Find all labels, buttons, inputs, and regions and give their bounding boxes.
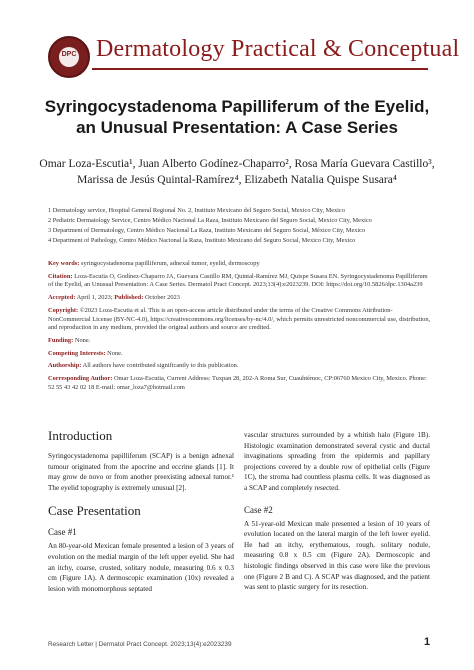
copyright-value: ©2023 Loza-Escutia et al. This is an open-access article distributed under the terms of the Creative Commons Attribution-NonCommercial License (BY-NC-4.0), https://creativecommons.org/licenses/by-nc/4.0/, which permits unrestricted noncommercial use, distribution, and reproduction in any medium, provided the original authors and source are credited.	[48, 306, 431, 332]
affiliation-2: 2 Pediatric Dermatology Service, Centro Médico Nacional La Raza, Instituto Mexicano del Seguro Social, Mexico City, Mexico	[48, 217, 372, 224]
keywords	[48, 260, 432, 269]
authorship-value: All authors have contributed significantly to this publication.	[81, 362, 239, 370]
funding	[48, 337, 432, 346]
journal-title: Dermatology Practical & Conceptual	[96, 36, 460, 62]
introduction-text: Syringocystadenoma papilliferum (SCAP) is a benign adnexal tumour originated from the apocrine and eccrine glands [1]. It may grow de novo or from another preexisting adnexal tumor.¹ The eyelid topography is extremely unusual [2].	[48, 452, 234, 492]
left-column	[48, 428, 234, 604]
citation-value: Loza-Escutia O, Godínez-Chaparro JA, Guevara Castillo RM, Quintal-Ramírez MJ, Quispe Susara EN. Syringocystadenoma Papilliferum of the Eyelid, an Unusual Presentation: A Case Series. Dermatol Pract Concept. 2023;13(4):e2023239. DOI: https://doi.org/10.5826/dpc.1304a239	[48, 272, 428, 289]
authors-line-2: Marissa de Jesús Quintal-Ramírez⁴, Elizabeth Natalia Quispe Susara⁴	[77, 174, 397, 186]
affiliation-1: 1 Dermatology service, Hospital General Regional No. 2, Instituto Mexicano del Seguro Social, Mexico City, Mexico	[48, 207, 345, 214]
funding-value: None.	[73, 336, 91, 344]
journal-logo	[48, 36, 90, 78]
authors-line-1: Omar Loza-Escutia¹, Juan Alberto Godínez-Chaparro², Rosa María Guevara Castillo³,	[39, 158, 435, 170]
published-label: Published:	[114, 294, 144, 302]
authorship	[48, 362, 432, 371]
logo-text: DPC	[61, 51, 77, 58]
introduction-heading: Introduction	[48, 428, 113, 443]
accepted-label: Accepted:	[48, 294, 76, 302]
funding-label: Funding:	[48, 336, 74, 344]
title-line-2: an Unusual Presentation: A Case Series	[76, 118, 398, 137]
journal-header	[0, 0, 474, 80]
corresponding-author	[48, 375, 432, 392]
published-value: October 2023	[143, 294, 180, 302]
corresponding-label: Corresponding Author:	[48, 375, 113, 383]
title-line-1: Syringocystadenoma Papilliferum of the Eyelid,	[44, 97, 430, 116]
dates	[48, 294, 432, 303]
authorship-label: Authorship:	[48, 362, 82, 370]
citation-label: Citation:	[48, 272, 73, 280]
competing-value: None.	[105, 349, 123, 357]
author-list	[28, 156, 446, 188]
competing-label: Competing Interests:	[48, 349, 106, 357]
competing-interests	[48, 350, 432, 359]
page-number: 1	[424, 636, 431, 648]
accepted-value: April 1, 2023;	[75, 294, 115, 302]
citation	[48, 273, 432, 290]
affiliation-3: 3 Department of Dermatology, Centro Médico Nacional La Raza, Instituto Mexicano del Seguro Social, México City, Mexico	[48, 227, 366, 234]
corresponding-value: Omar Loza-Escutia, Current Address: Tuxpan 28, 202-A Roma Sur, Cuauhtémoc, CP:06760 Mexico City, Mexico. Phone: 52 55 43 42 02 18 E-mail: omar_loza7@hotmail.com	[48, 375, 427, 391]
case-1-heading: Case #1	[48, 527, 77, 538]
case-2-text: A 51-year-old Mexican male presented a lesion of 10 years of evolution located on the lateral margin of the left lower eyelid. He had an itchy, erythematous, rough, solitary nodule, measuring 0.8 x 0.5 cm (Figure 2A). Dermoscopic and histologic findings observed in this case were like the previous one (Figure 2 B and C). A SCAP was diagnosed, and the patient was sent to plastic surgery for its resection.	[244, 519, 430, 592]
keywords-value: syringocystadenoma papilliferum, adnexal tumor, eyelid, dermoscopy	[79, 260, 260, 267]
case-1-text: An 80-year-old Mexican female presented a lesion of 3 years of evolution on the medial margin of the left upper eyelid. She had an itchy, coarse, crusted, solitary nodule, measuring 0.6 x 0.3 cm (Figure 1A). A dermoscopic examination (10x) revealed a lesion with monomorphous septated	[48, 542, 234, 593]
article-title	[28, 96, 446, 138]
right-column	[244, 430, 430, 603]
keywords-label: Key words:	[48, 260, 80, 267]
page-footer: Research Letter | Dermatol Pract Concept. 2023;13(4):e2023239	[48, 641, 232, 648]
affiliations	[48, 206, 432, 246]
copyright	[48, 307, 432, 333]
case-1-continued-text: vascular structures surrounded by a whitish halo (Figure 1B). Histologic examination demonstrated several cystic and ductal invaginations spreading from the epidermis and papillary projections covered by a double row of epithelial cells (Figure 1C), the stroma had countless plasma cells. It was diagnosed as a SCAP and completely resected.	[244, 431, 430, 492]
affiliation-4: 4 Department of Pathology, Centro Médico Nacional la Raza, Instituto Mexicano del Seguro Social, Mexico City, Mexico	[48, 237, 356, 244]
article-metadata	[48, 260, 432, 396]
copyright-label: Copyright:	[48, 306, 79, 314]
case-2-heading: Case #2	[244, 504, 273, 515]
header-divider	[92, 68, 428, 70]
case-presentation-heading: Case Presentation	[48, 503, 141, 519]
